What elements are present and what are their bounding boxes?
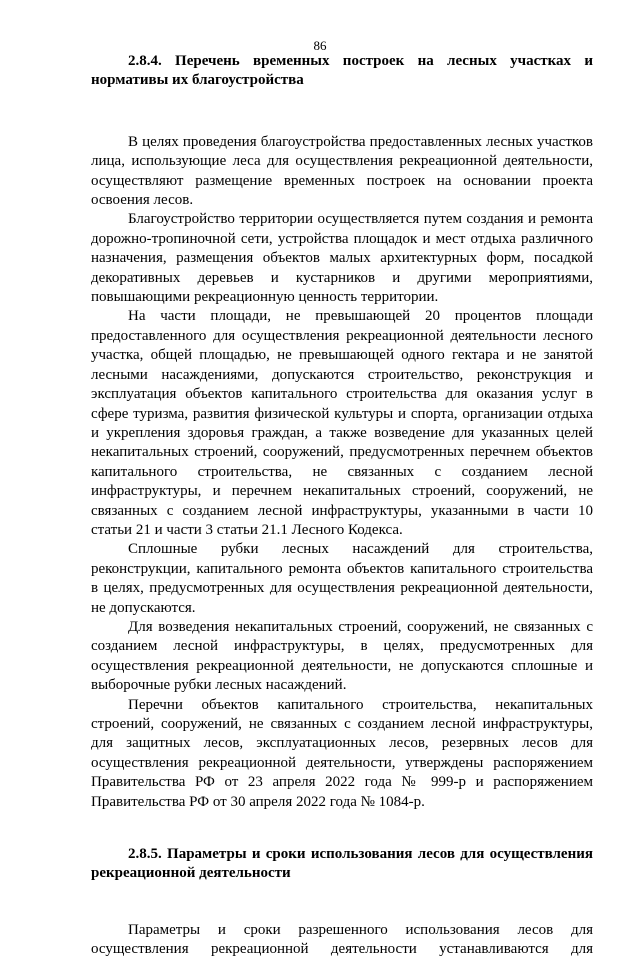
section-heading-2-8-5: 2.8.5. Параметры и сроки использования лесов для осуществления рекреационной деятельности — [91, 846, 593, 882]
paragraph-1: В целях проведения благоустройства предоставленных лесных участков лица, использующие леса для осуществления рекреационной деятельности, осуществляют размещение временных построек на основании проекта освоения лесов. — [91, 133, 593, 209]
paragraph-5: Для возведения некапитальных строений, сооружений, не связанных с созданием лесной инфраструктуры, в целях, предусмотренных для осуществления рекреационной деятельности, не допускаются сплошные и выборочные рубки лесных насаждений. — [91, 618, 593, 694]
page-body — [91, 52, 593, 960]
paragraph-4: Сплошные рубки лесных насаждений для строительства, реконструкции, капитального ремонта объектов капитального строительства в целях, предусмотренных для осуществления рекреационной деятельности, не допускаются. — [91, 541, 593, 616]
paragraph-3: На части площади, не превышающей 20 процентов площади предоставленного для осуществления рекреационной деятельности лесного участка, общей площадью, не превышающей одного гектара и не занятой лесными насаждениями, допускаются строительство, реконструкция и эксплуатация объектов капитального строительства для оказания услуг в сфере туризма, развития физической культуры и спорта, организации отдыха и укрепления здоровья граждан, а также возведение для указанных целей некапитальных строений, сооружений, предусмотренных перечнем объектов капитального строительства, не связанных с созданием лесной инфраструктуры, и перечнем некапитальных строений, сооружений, не связанных с созданием лесной инфраструктуры, указанными в части 10 статьи 21 и части 3 статьи 21.1 Лесного Кодекса. — [91, 308, 593, 538]
paragraph-6: Перечни объектов капитального строительства, некапитальных строений, сооружений, не связанных с созданием лесной инфраструктуры, для защитных лесов, эксплуатационных лесов, резервных лесов для осуществления рекреационной деятельности, утверждены распоряжением Правительства РФ от 23 апреля 2022 года № 999-р и распоряжением Правительства РФ от 30 апреля 2022 года № 1084-р. — [91, 696, 593, 810]
paragraph-7: Параметры и сроки разрешенного использования лесов для осуществления рекреационной деятельности устанавливаются для — [91, 921, 593, 958]
page-number: 86 — [313, 38, 327, 53]
section-heading-2-8-4: 2.8.4. Перечень временных построек на лесных участках и нормативы их благоустройства — [91, 53, 593, 89]
paragraph-2: Благоустройство территории осуществляется путем создания и ремонта дорожно-тропиночной сети, устройства площадок и мест отдыха различного назначения, размещения объектов малых архитектурных форм, посадкой декоративных деревьев и кустарников и другими мероприятиями, повышающими рекреационную ценность территории. — [91, 211, 593, 306]
